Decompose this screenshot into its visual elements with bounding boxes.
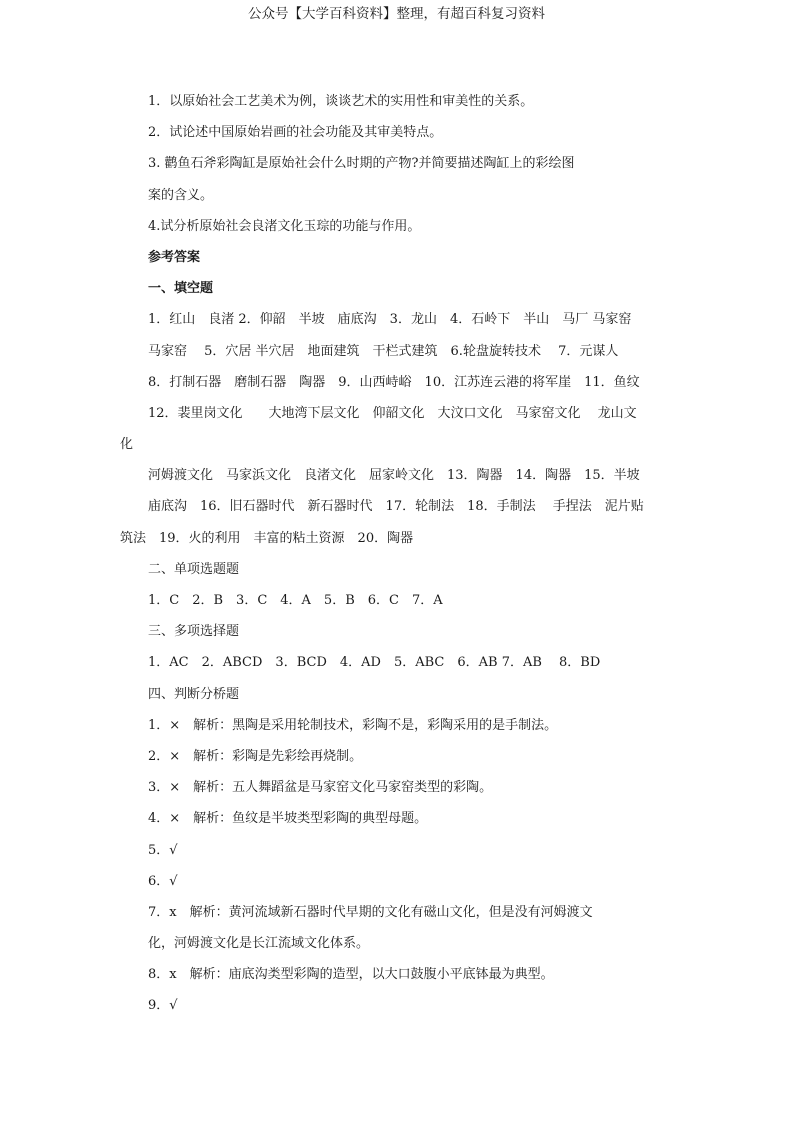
section-heading: 一、填空题 <box>148 281 214 297</box>
text-line: 8．x 解析：庙底沟类型彩陶的造型，以大口鼓腹小平底钵最为典型。 <box>148 967 554 983</box>
text-line: 筑法 19．火的利用 丰富的粘土资源 20．陶器 <box>120 530 414 546</box>
text-line: 庙底沟 16．旧石器时代 新石器时代 17．轮制法 18．手制法 手捏法 泥片贴 <box>148 499 644 515</box>
text-line: 化，河姆渡文化是长江流域文化体系。 <box>148 936 370 952</box>
document-body <box>120 86 680 1022</box>
text-line: 化 <box>120 437 134 453</box>
text-line: 1．AC 2．ABCD 3．BCD 4．AD 5．ABC 6．AB 7．AB 8．BD <box>148 655 601 671</box>
text-line: 3. 鹳鱼石斧彩陶缸是原始社会什么时期的产物?并简要描述陶缸上的彩绘图 <box>148 156 575 172</box>
text-line: 二、单项选题题 <box>148 561 240 577</box>
text-line: 2．试论述中国原始岩画的社会功能及其审美特点。 <box>148 125 443 141</box>
text-line: 马家窑 5．穴居 半穴居 地面建筑 干栏式建筑 6.轮盘旋转技术 7．元谋人 <box>148 343 619 359</box>
text-line: 5．√ <box>148 842 178 858</box>
text-line: 案的含义。 <box>148 187 214 203</box>
text-line: 河姆渡文化 马家浜文化 良渚文化 屈家岭文化 13．陶器 14．陶器 15．半坡 <box>148 468 640 484</box>
text-line: 1．× 解析：黑陶是采用轮制技术，彩陶不是，彩陶采用的是手制法。 <box>148 717 558 733</box>
text-line: 7．x 解析：黄河流域新石器时代早期的文化有磁山文化，但是没有河姆渡文 <box>148 904 593 920</box>
text-line: 9．√ <box>148 998 178 1014</box>
text-line: 6．√ <box>148 873 178 889</box>
text-line: 4.试分析原始社会良渚文化玉琮的功能与作用。 <box>148 218 421 234</box>
text-line: 1．以原始社会工艺美术为例，谈谈艺术的实用性和审美性的关系。 <box>148 94 534 109</box>
section-heading: 参考答案 <box>148 249 201 265</box>
page-header: 公众号【大学百科资料】整理，有超百科复习资料 <box>248 6 545 22</box>
text-line: 1．C 2．B 3．C 4．A 5．B 6．C 7．A <box>148 593 443 608</box>
text-line: 3．× 解析：五人舞蹈盆是马家窑文化马家窑类型的彩陶。 <box>148 780 493 796</box>
text-line: 四、判断分桥题 <box>148 686 240 702</box>
text-line: 4．× 解析：鱼纹是半坡类型彩陶的典型母题。 <box>148 811 428 827</box>
text-line: 8．打制石器 磨制石器 陶器 9．山西峙峪 10．江苏连云港的将军崖 11．鱼纹 <box>148 374 640 390</box>
text-line: 三、多项选择题 <box>148 624 240 640</box>
text-line: 2．× 解析：彩陶是先彩绘再烧制。 <box>148 748 363 764</box>
text-line: 1．红山 良渚 2．仰韶 半坡 庙底沟 3．龙山 4．石岭下 半山 马厂 马家窑 <box>148 312 632 328</box>
text-line: 12．裴里岗文化 大地湾下层文化 仰韶文化 大汶口文化 马家窑文化 龙山文 <box>148 405 637 421</box>
